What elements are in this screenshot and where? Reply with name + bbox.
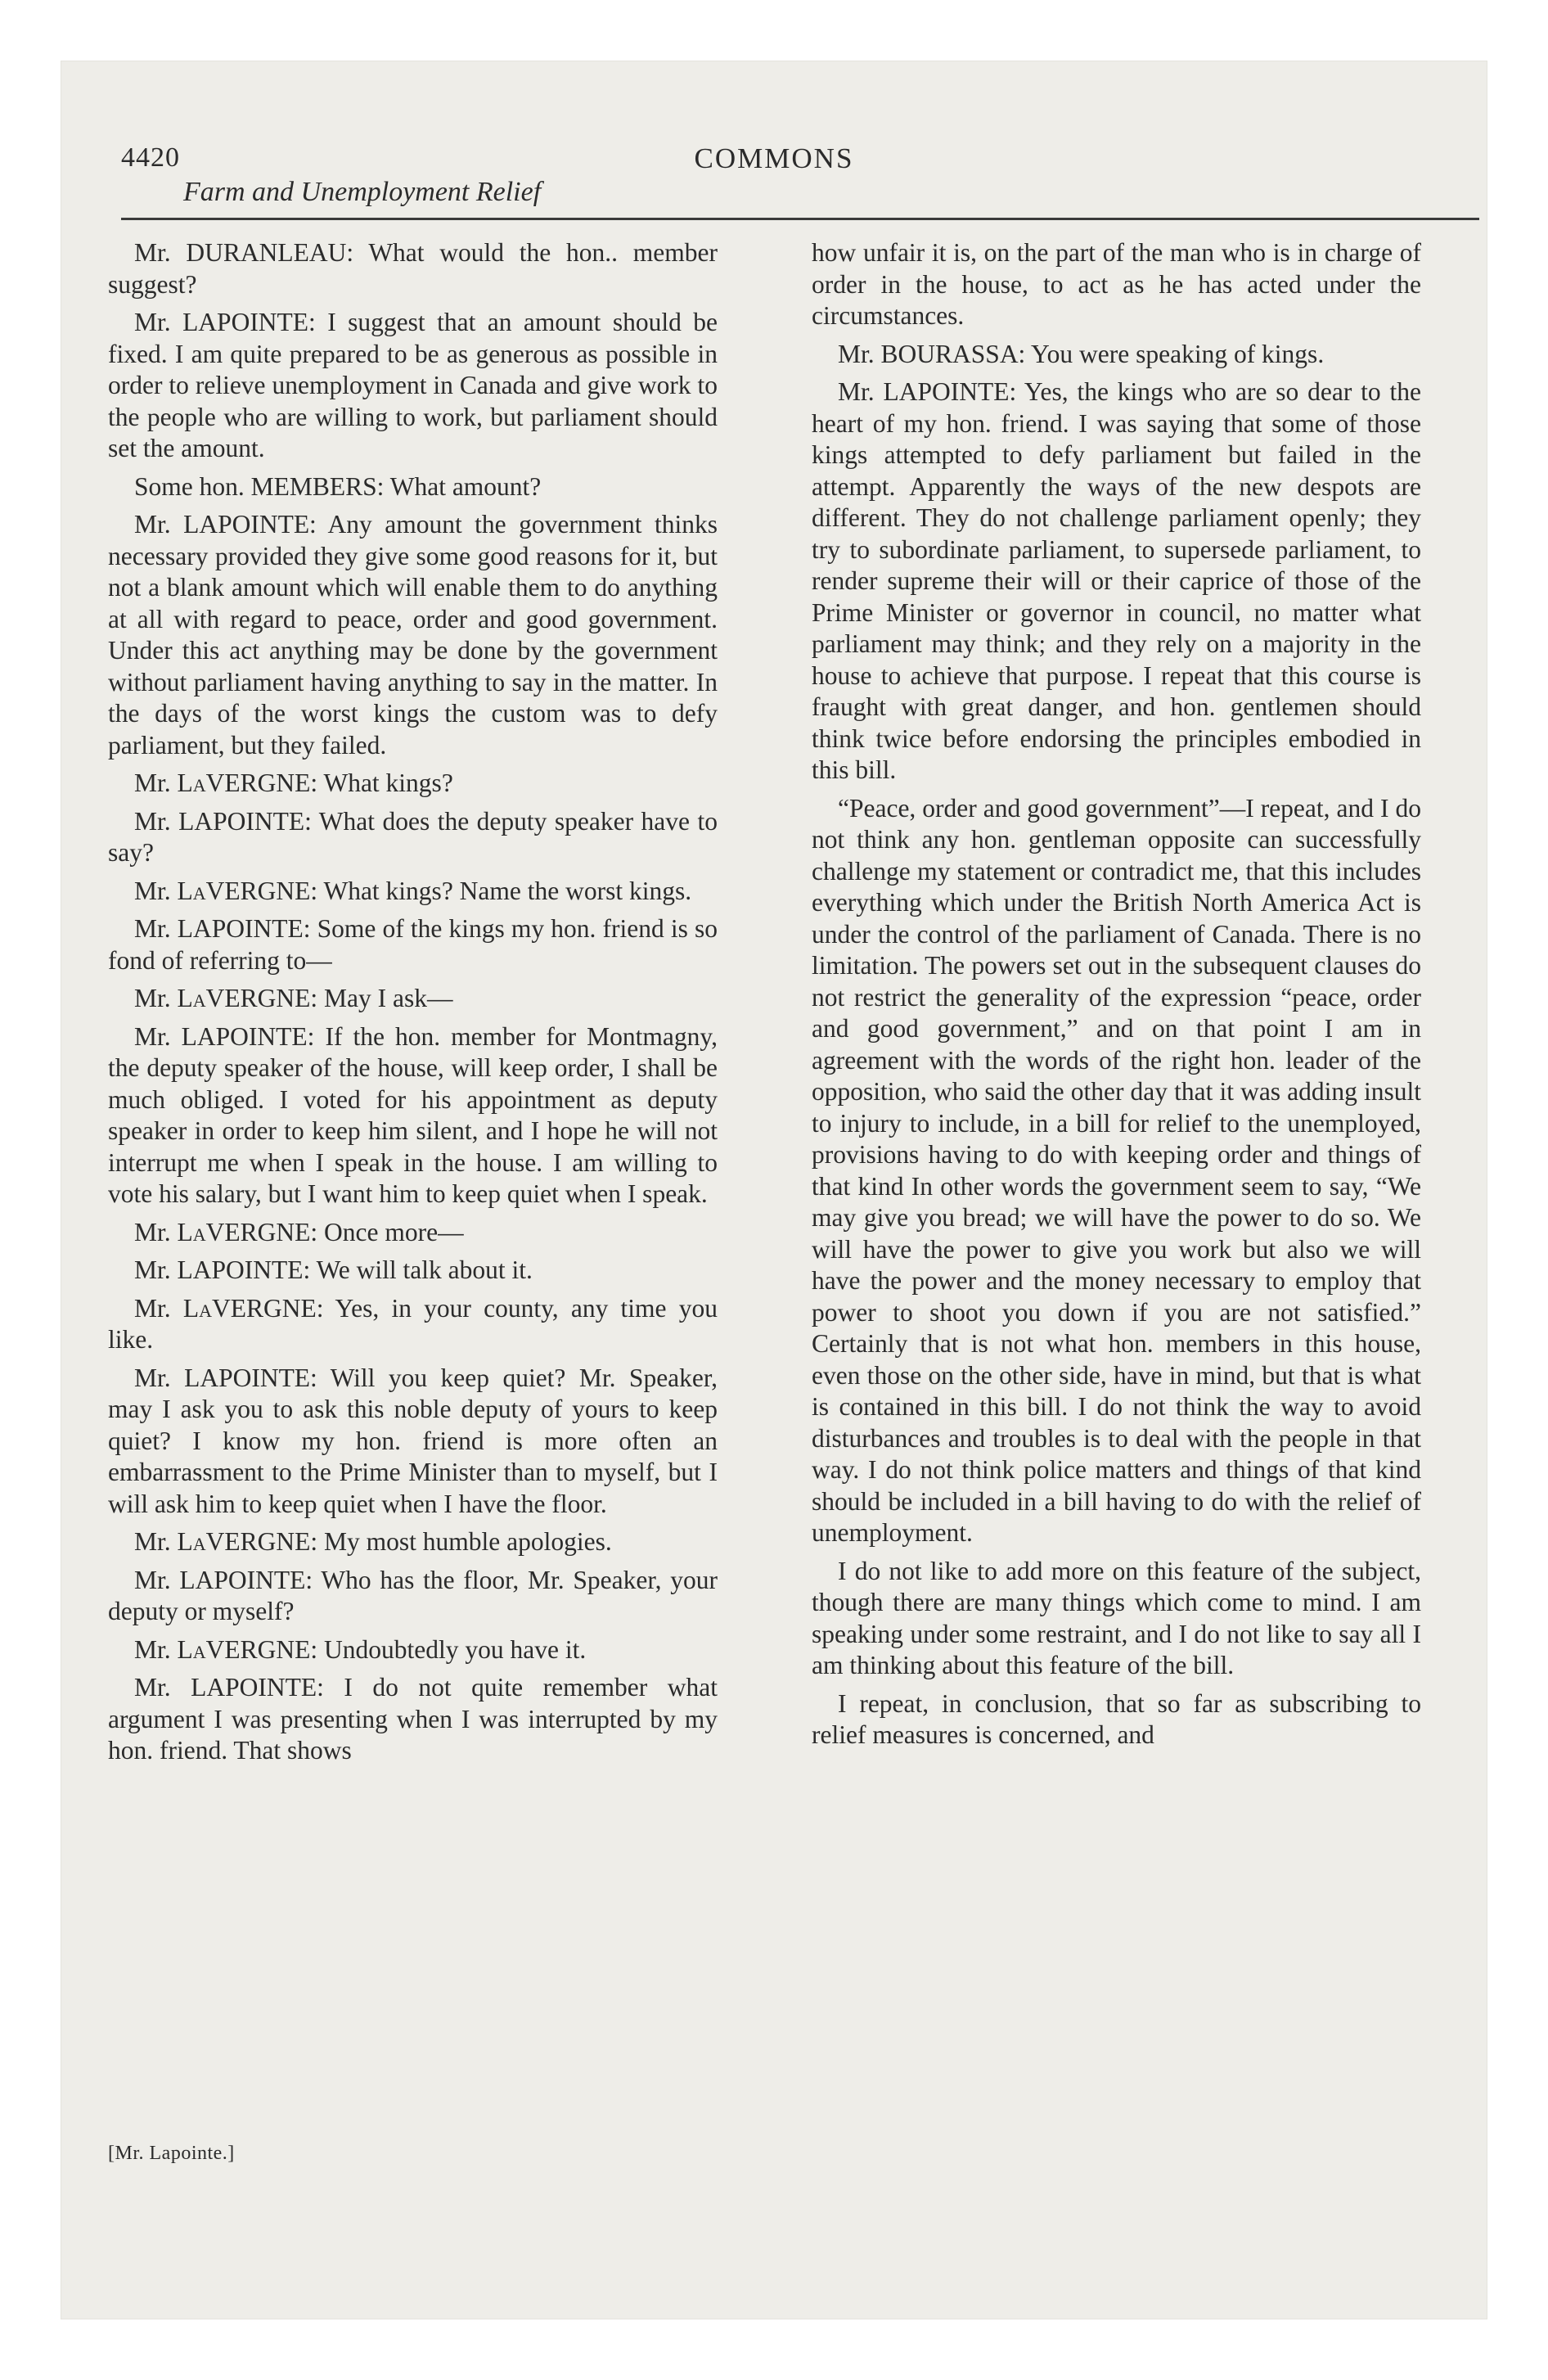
- speech-paragraph: [108, 1021, 718, 1210]
- paragraph-text: Yes, the kings who are so dear to the heart of my hon. friend. I was saying that some of those kings attempted to defy parliament but failed in the attempt. Apparently the ways of the new despots are different. They do not challenge parliament openly; they try to subordinate parliament, to supersede parliament, to render supreme their will or their caprice of those of the Prime Minister or governor in council, no matter what parliament may think; and they rely on a majority in the house to achieve that purpose. I repeat that this course is fraught with great danger, and hon. gentlemen should think twice before endorsing the principles embodied in this bill.: [812, 377, 1421, 784]
- speech-paragraph: [108, 983, 718, 1015]
- speech-paragraph: [108, 1217, 718, 1249]
- speech-paragraph: [108, 509, 718, 761]
- paragraph-text: I do not like to add more on this feature of the subject, though there are many things which come to mind. I am speaking under some restraint, and I do not like to say all I am thinking about this feature of the bill.: [812, 1556, 1421, 1679]
- page-header: [61, 133, 1487, 223]
- speaker-name-part: Mr. L: [134, 1217, 193, 1246]
- speaker-name-part: VERGNE:: [211, 1293, 324, 1323]
- paragraph-text: We will talk about it.: [316, 1255, 533, 1284]
- paragraph-text: Some of the kings my hon. friend is so fond of referring to—: [108, 914, 718, 975]
- speaker-name-part: VERGNE:: [205, 876, 318, 905]
- paragraph-text: Who has the floor, Mr. Speaker, your deputy or myself?: [108, 1565, 718, 1625]
- speaker-name: [134, 984, 317, 1012]
- speech-paragraph: [108, 1565, 718, 1628]
- speaker-name: Mr. DURANLEAU:: [134, 238, 354, 267]
- speech-paragraph: [108, 1672, 718, 1767]
- speaker-name: Mr. LAPOINTE:: [838, 377, 1017, 406]
- paragraph-text: Once more—: [324, 1217, 464, 1246]
- speech-paragraph: [108, 237, 718, 300]
- paragraph-text: “Peace, order and good government”—I repeat, and I do not think any hon. gentleman opposite can successfully challenge my statement or contradict me, that this includes everything which under the British North America Act is under the control of the parliament of Canada. There is no limitation. The powers set out in the subsequent clauses do not restrict the generality of the expression “peace, order and good government,” and on that point I am in agreement with the words of the right hon. leader of the opposition, who said the other day that it was adding insult to injury to include, in a bill for relief to the unemployed, provisions having to do with keeping order and things of that kind In other words the government seem to say, “We may give you bread; we will have the power to do so. We will have the power to give you work but also we will have the power and the money necessary to employ that power to shoot you down if you are not satisfied.” Certainly that is not what hon. members in this house, even those on the other side, have in mind, but that is what is contained in this bill. I do not think the way to avoid disturbances and troubles is to deal with the people in that way. I do not think police matters and things of that kind should be included in a bill having to do with the relief of unemployment.: [812, 793, 1421, 1547]
- speaker-name: Mr. LAPOINTE:: [134, 806, 312, 836]
- speaker-name: [134, 877, 317, 905]
- paragraph-text: What does the deputy speaker have to say?: [108, 806, 718, 867]
- speech-paragraph: [108, 1363, 718, 1521]
- speaker-name: Mr. LAPOINTE:: [134, 308, 316, 336]
- speaker-name-part: Mr. L: [134, 769, 193, 797]
- speech-paragraph: [812, 339, 1421, 371]
- speaker-name-smallcaps: a: [192, 984, 206, 1012]
- speaker-name-smallcaps: a: [192, 1634, 206, 1664]
- paragraph-text: You were speaking of kings.: [1031, 339, 1325, 368]
- speaker-name-part: Mr. L: [134, 876, 193, 905]
- page-number: 4420: [121, 142, 180, 173]
- paragraph-text: What would the hon.. member suggest?: [108, 238, 718, 299]
- speech-paragraph: [108, 1634, 718, 1666]
- paragraph-text: Will you keep quiet? Mr. Speaker, may I ask you to ask this noble deputy of yours to keep quiet? I know my hon. friend is more often an embarrassment to the Prime Minister than to myself, but I will ask him to keep quiet when I have the floor.: [108, 1363, 718, 1518]
- speaker-name-smallcaps: a: [192, 1527, 206, 1556]
- speech-paragraph: [108, 1526, 718, 1558]
- running-title: COMMONS: [694, 142, 854, 174]
- speech-paragraph: [108, 876, 718, 908]
- text-paragraph: [812, 1688, 1421, 1751]
- speaker-name: Mr. LAPOINTE:: [134, 914, 311, 943]
- paragraph-text: I repeat, in conclusion, that so far as subscribing to relief measures is concerned, and: [812, 1688, 1421, 1749]
- speaker-name-smallcaps: a: [192, 876, 206, 905]
- paragraph-text: What kings?: [323, 769, 453, 797]
- paragraph-text: how unfair it is, on the part of the man who is in charge of order in the house, to act as he has acted under the circumstances.: [812, 238, 1421, 330]
- speech-paragraph: [108, 913, 718, 976]
- speech-paragraph: [812, 376, 1421, 787]
- speaker-name-part: VERGNE:: [205, 984, 318, 1012]
- speaker-name-part: VERGNE:: [205, 769, 318, 797]
- speaker-name-part: VERGNE:: [205, 1217, 318, 1246]
- speaker-name: Mr. LAPOINTE:: [134, 1673, 324, 1702]
- left-column: [108, 237, 718, 1774]
- speaker-name: [134, 1635, 317, 1664]
- speech-paragraph: [108, 768, 718, 800]
- header-rule: [121, 218, 1479, 220]
- speech-paragraph: [108, 1255, 718, 1287]
- speaker-name-part: Mr. L: [134, 1634, 193, 1664]
- speaker-name-part: VERGNE:: [205, 1527, 318, 1556]
- speaker-name: [134, 1527, 317, 1556]
- section-title: Farm and Unemployment Relief: [183, 177, 542, 207]
- speaker-name: Some hon. MEMBERS:: [134, 471, 385, 501]
- speaker-name: [134, 1218, 317, 1246]
- paragraph-text: What amount?: [389, 471, 542, 501]
- speaker-name: Mr. LAPOINTE:: [134, 510, 317, 539]
- speaker-name: Mr. LAPOINTE:: [134, 1363, 317, 1392]
- speaker-name-part: VERGNE:: [205, 1634, 318, 1664]
- text-paragraph: [812, 237, 1421, 332]
- speaker-name: Mr. LAPOINTE:: [134, 1255, 311, 1284]
- speaker-name: Mr. LAPOINTE:: [134, 1021, 315, 1051]
- text-paragraph: [812, 1556, 1421, 1682]
- footer-speaker-tag: [Mr. Lapointe.]: [108, 2143, 235, 2164]
- paragraph-text: My most humble apologies.: [324, 1527, 612, 1556]
- text-paragraph: [812, 793, 1421, 1549]
- right-column: [812, 237, 1421, 1758]
- speech-paragraph: [108, 307, 718, 465]
- speech-paragraph: [108, 806, 718, 869]
- speaker-name-smallcaps: a: [199, 1293, 212, 1323]
- paragraph-text: I do not quite remember what argument I was presenting when I was interrupted by my hon. friend. That shows: [108, 1673, 718, 1765]
- speech-paragraph: [108, 1293, 718, 1356]
- paragraph-text: May I ask—: [324, 984, 453, 1012]
- paragraph-text: Undoubtedly you have it.: [324, 1634, 587, 1664]
- speech-paragraph: [108, 471, 718, 503]
- speaker-name-part: Mr. L: [134, 984, 193, 1012]
- speaker-name-smallcaps: a: [192, 1217, 206, 1246]
- speaker-name-part: Mr. L: [134, 1293, 200, 1323]
- speaker-name: Mr. LAPOINTE:: [134, 1565, 313, 1594]
- speaker-name: Mr. BOURASSA:: [838, 339, 1026, 368]
- speaker-name: [134, 1294, 323, 1323]
- paragraph-text: If the hon. member for Montmagny, the deputy speaker of the house, will keep order, I shall be much obliged. I voted for his appointment as deputy speaker in order to keep him silent, and I hope he will not interrupt me when I speak in the house. I am willing to vote his salary, but I want him to keep quiet when I speak.: [108, 1021, 718, 1208]
- paragraph-text: Yes, in your county, any time you like.: [108, 1293, 718, 1354]
- paragraph-text: I suggest that an amount should be fixed. I am quite prepared to be as generous as possible in order to relieve unemployment in Canada and give work to the people who are willing to work, but parliament should set the amount.: [108, 308, 718, 462]
- speaker-name-part: Mr. L: [134, 1527, 193, 1556]
- paragraph-text: What kings? Name the worst kings.: [323, 876, 692, 905]
- speaker-name-smallcaps: a: [192, 769, 206, 797]
- paragraph-text: Any amount the government thinks necessary provided they give some good reasons for it, but not a blank amount which will enable them to do anything at all with regard to peace, order and good government. Under this act anything may be done by the government without parliament having anything to say in the matter. In the days of the worst kings the custom was to defy parliament, but they failed.: [108, 510, 718, 760]
- speaker-name: [134, 769, 317, 797]
